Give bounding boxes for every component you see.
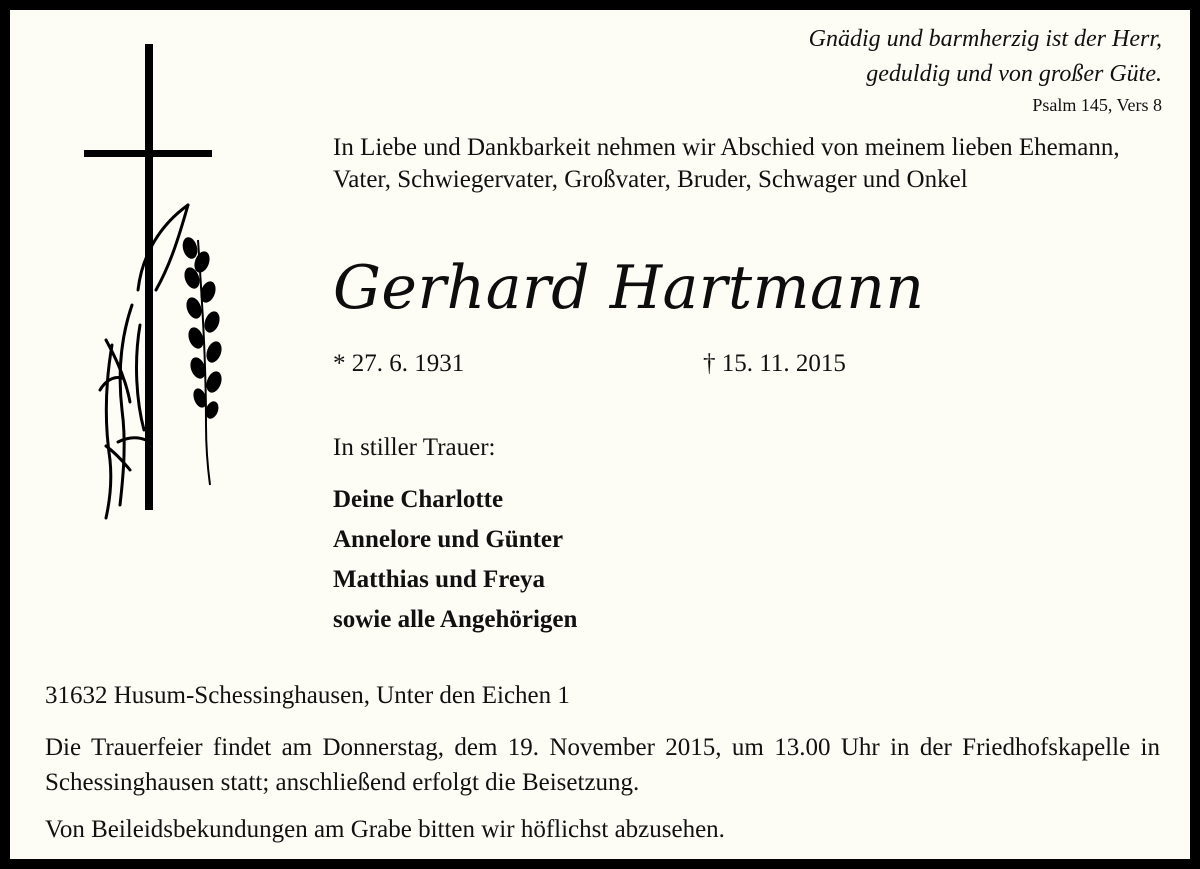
psalm-reference: Psalm 145, Vers 8 <box>1032 95 1162 115</box>
psalm-line-2: geduldig und von großer Güte. <box>866 61 1162 87</box>
mourner-name: Deine Charlotte <box>333 486 504 513</box>
death-date: † 15. 11. 2015 <box>703 350 846 377</box>
family-address: 31632 Husum-Schessinghausen, Unter den Eichen 1 <box>45 682 570 709</box>
psalm-line-1: Gnädig und barmherzig ist der Herr, <box>808 26 1162 52</box>
mourner-name: sowie alle Angehörigen <box>333 606 578 633</box>
mourner-name: Matthias und Freya <box>333 566 546 593</box>
deceased-name: Gerhard Hartmann <box>333 253 925 323</box>
psalm-quote <box>462 22 1162 120</box>
life-dates <box>333 346 1033 386</box>
mourning-label: In stiller Trauer: <box>333 434 496 461</box>
intro-text: In Liebe und Dankbarkeit nehmen wir Abschied von meinem lieben Ehemann, Vater, Schwiegervater, Großvater, Bruder, Schwager und Onkel <box>333 134 1120 193</box>
ceremony-details: Die Trauerfeier findet am Donnerstag, dem 19. November 2015, um 13.00 Uhr in der Friedhofskapelle in Schessinghausen statt; anschließend erfolgt die Beisetzung. <box>45 734 1160 796</box>
condolence-note: Von Beileidsbekundungen am Grabe bitten wir höflichst abzusehen. <box>45 816 725 843</box>
birth-date: * 27. 6. 1931 <box>333 350 465 377</box>
cross-with-wheat-icon <box>60 40 230 520</box>
mourner-name: Annelore und Günter <box>333 526 564 553</box>
mourner-list <box>333 480 833 640</box>
obituary-card <box>10 10 1190 859</box>
